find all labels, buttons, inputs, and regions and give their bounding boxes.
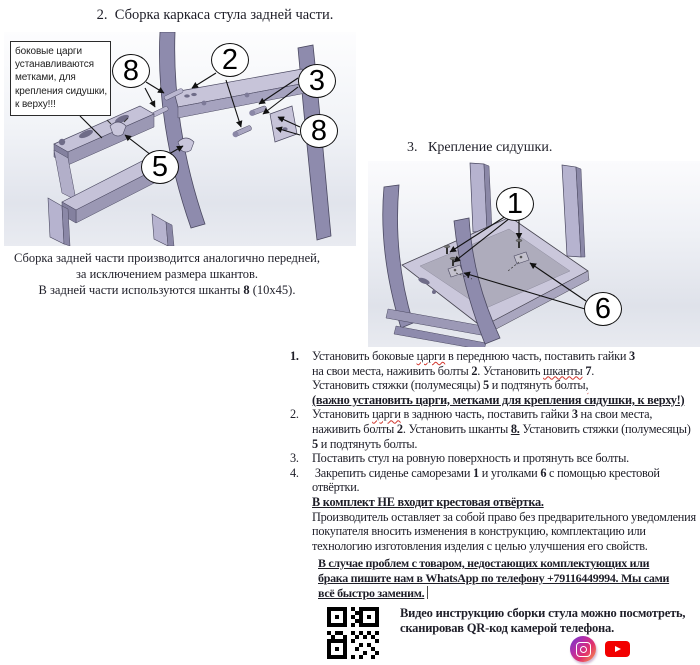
instruction-line-important: (важно установить царги, метками для крепления сидушки, к верху!) — [312, 392, 685, 407]
manufacturer-disclaimer-line: Производитель оставляет за собой право без предварительного уведомления — [312, 509, 696, 524]
whatsapp-contact-note — [318, 556, 669, 602]
instruction-line: 4. Закрепить сиденье саморезами 1 и уголками 6 с помощью крестовой — [290, 465, 660, 480]
side-rails-note-box: боковые царги устанавливаются метками, для крепления сидушки, к верху!!! — [10, 41, 111, 116]
instruction-line: 5 и подтянуть болты. — [312, 436, 418, 451]
caption-line: В задней части используются шканты 8 (10x45). — [38, 283, 296, 297]
callout-1-screws: 1 — [496, 187, 534, 221]
contact-line: брака пишите нам в WhatsApp по телефону +79116449994. Мы сами — [318, 571, 670, 586]
instagram-camera-frame — [576, 642, 591, 657]
section2-heading: 2. Сборка каркаса стула задней части. — [96, 7, 334, 23]
instruction-line: наживить болты 2. Установить шканты 8. Установить стяжки (полумесяцы) — [312, 421, 691, 436]
section3-heading: 3. Крепление сидушки. — [407, 140, 553, 155]
manufacturer-disclaimer-line: покупателя вносить изменения в конструкцию, комплектацию или — [312, 524, 646, 539]
no-screwdriver-note: В комплект НЕ входит крестовая отвёртка. — [312, 494, 544, 509]
callout-5-brackets: 5 — [141, 150, 179, 184]
contact-line: В случае проблем с товаром, недостающих комплектующих или — [318, 556, 650, 570]
video-instruction-note — [400, 606, 685, 635]
seat-mounting-diagram — [368, 161, 700, 347]
qr-code — [327, 607, 379, 659]
seat-cad-render — [368, 161, 700, 347]
callout-2-bolts: 2 — [211, 43, 249, 77]
instagram-camera-lens — [580, 646, 587, 653]
instruction-line: 1. Установить боковые царги в переднюю часть, поставить гайки 3 — [290, 349, 635, 363]
instruction-line: на свои места, наживить болты 2. Установить шканты 7. — [312, 363, 595, 378]
video-note-line: сканировав QR-код камерой телефона. — [400, 620, 615, 635]
back-frame-assembly-diagram — [4, 32, 356, 246]
instruction-line: Установить стяжки (полумесяцы) 5 и подтянуть болты, — [312, 378, 589, 393]
callout-8-dowels-left: 8 — [112, 54, 150, 88]
instruction-line: 2. Установить царги в заднюю часть, поставить гайки 3 на свои места, — [290, 407, 653, 422]
youtube-play-triangle — [615, 646, 621, 652]
callout-3-nuts: 3 — [298, 64, 336, 98]
contact-line: всё быстро заменим. — [318, 586, 669, 601]
back-frame-caption — [0, 250, 334, 298]
assembly-instructions-list — [290, 349, 696, 553]
instruction-line: 3. Поставить стул на ровную поверхность и протянуть все болты. — [290, 451, 629, 466]
youtube-icon — [605, 641, 630, 657]
caption-line: за исключением размера шкантов. — [75, 267, 259, 281]
instagram-icon — [570, 636, 596, 662]
video-note-line: Видео инструкцию сборки стула можно посмотреть, — [400, 606, 686, 620]
callout-6-corner-brackets: 6 — [584, 292, 622, 326]
instruction-line: отвёртки. — [312, 480, 360, 495]
caption-line: Сборка задней части производится аналогично передней, — [14, 251, 320, 265]
callout-8-dowels-right: 8 — [300, 114, 338, 148]
manufacturer-disclaimer-line: технологию изготовления изделия с целью улучшения его свойств. — [312, 538, 648, 553]
